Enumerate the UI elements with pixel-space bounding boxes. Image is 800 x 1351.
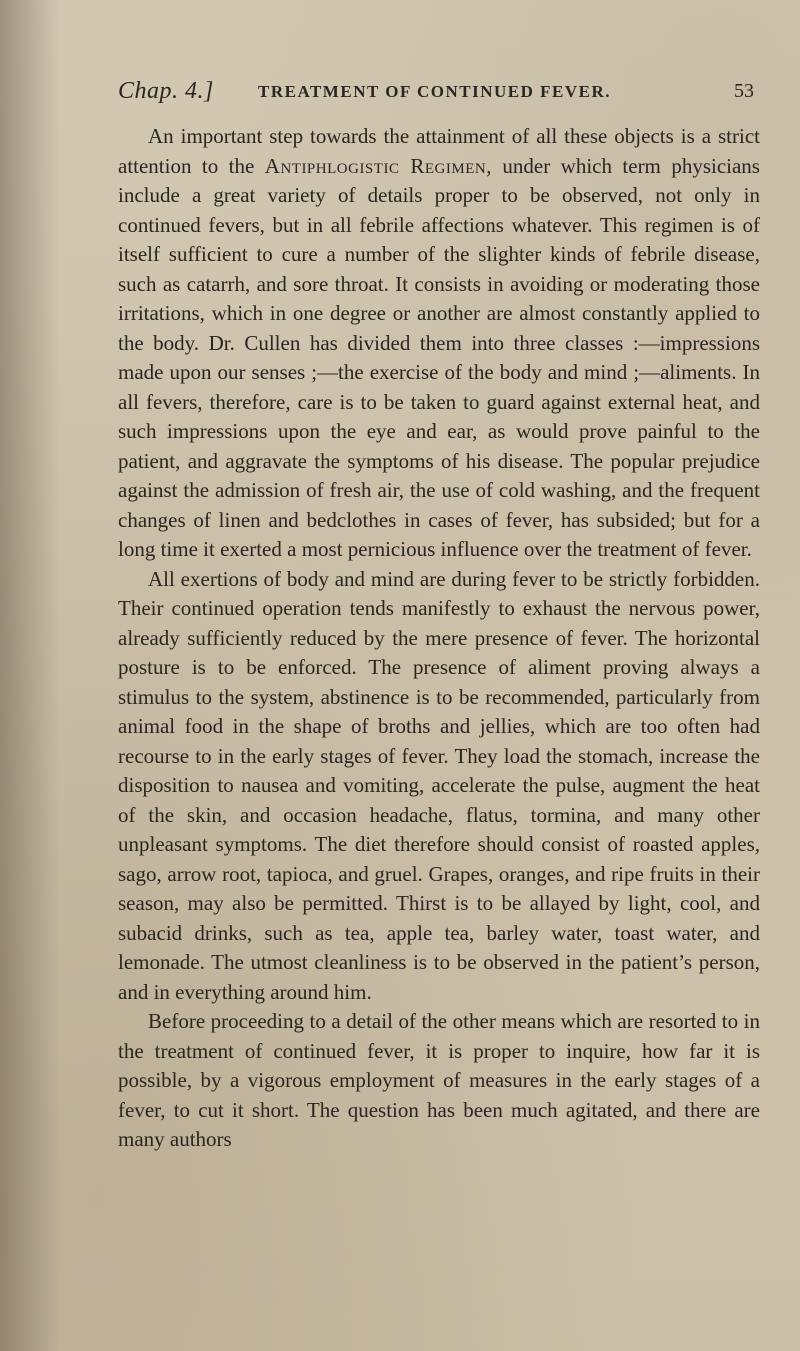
paragraph-1 — [118, 122, 760, 565]
paragraph-1-after: under which term physicians include a great variety of details proper to be observed, not only in continued fevers, but in all febrile affections whatever. This regimen is of itself sufficient to cure a number of the slighter kinds of febrile disease, such as catarrh, and sore throat. It consists in avoiding or moderating those irritations, which in one degree or another are almost constantly applied to the body. Dr. Cullen has divided them into three classes :—impressions made upon our senses ;—the exercise of the body and mind ;—aliments. In all fevers, therefore, care is to be taken to guard against external heat, and such impressions upon the eye and ear, as would prove painful to the patient, and aggravate the symptoms of his disease. The popular prejudice against the admission of fresh air, the use of cold washing, and the frequent changes of linen and bedclothes in cases of fever, has subsided; but for a long time it exerted a most pernicious influence over the treatment of fever. — [118, 153, 760, 561]
antiphlogistic-regimen-term: Antiphlogistic Regimen, — [264, 153, 492, 178]
paragraph-1-before: An important step towards the attainment of all these objects is a strict attention to the — [118, 124, 760, 178]
chapter-label: Chap. 4.] — [118, 78, 214, 104]
running-header — [118, 78, 754, 108]
page-gutter-shadow — [0, 0, 60, 1351]
running-title: TREATMENT OF CONTINUED FEVER. — [258, 82, 611, 101]
page-number: 53 — [734, 80, 754, 102]
body-text — [118, 122, 760, 1155]
paragraph-3: Before proceeding to a detail of the other means which are resorted to in the treatment of continued fever, it is proper to inquire, how far it is possible, by a vigorous employment of measures in the early stages of a fever, to cut it short. The question has been much agitated, and there are many authors — [118, 1009, 760, 1151]
paragraph-2: All exertions of body and mind are during fever to be strictly forbidden. Their continued operation tends manifestly to exhaust the nervous power, already sufficiently reduced by the mere presence of fever. The horizontal posture is to be enforced. The presence of aliment proving always a stimulus to the system, abstinence is to be recommended, particularly from animal food in the shape of broths and jellies, which are too often had recourse to in the early stages of fever. They load the stomach, increase the disposition to nausea and vomiting, accelerate the pulse, augment the heat of the skin, and occasion headache, flatus, tormina, and many other unpleasant symptoms. The diet therefore should consist of roasted apples, sago, arrow root, tapioca, and gruel. Grapes, oranges, and ripe fruits in their season, may also be permitted. Thirst is to be allayed by light, cool, and subacid drinks, such as tea, apple tea, barley water, toast water, and lemonade. The utmost cleanliness is to be observed in the patient’s person, and in everything around him. — [118, 566, 760, 1004]
